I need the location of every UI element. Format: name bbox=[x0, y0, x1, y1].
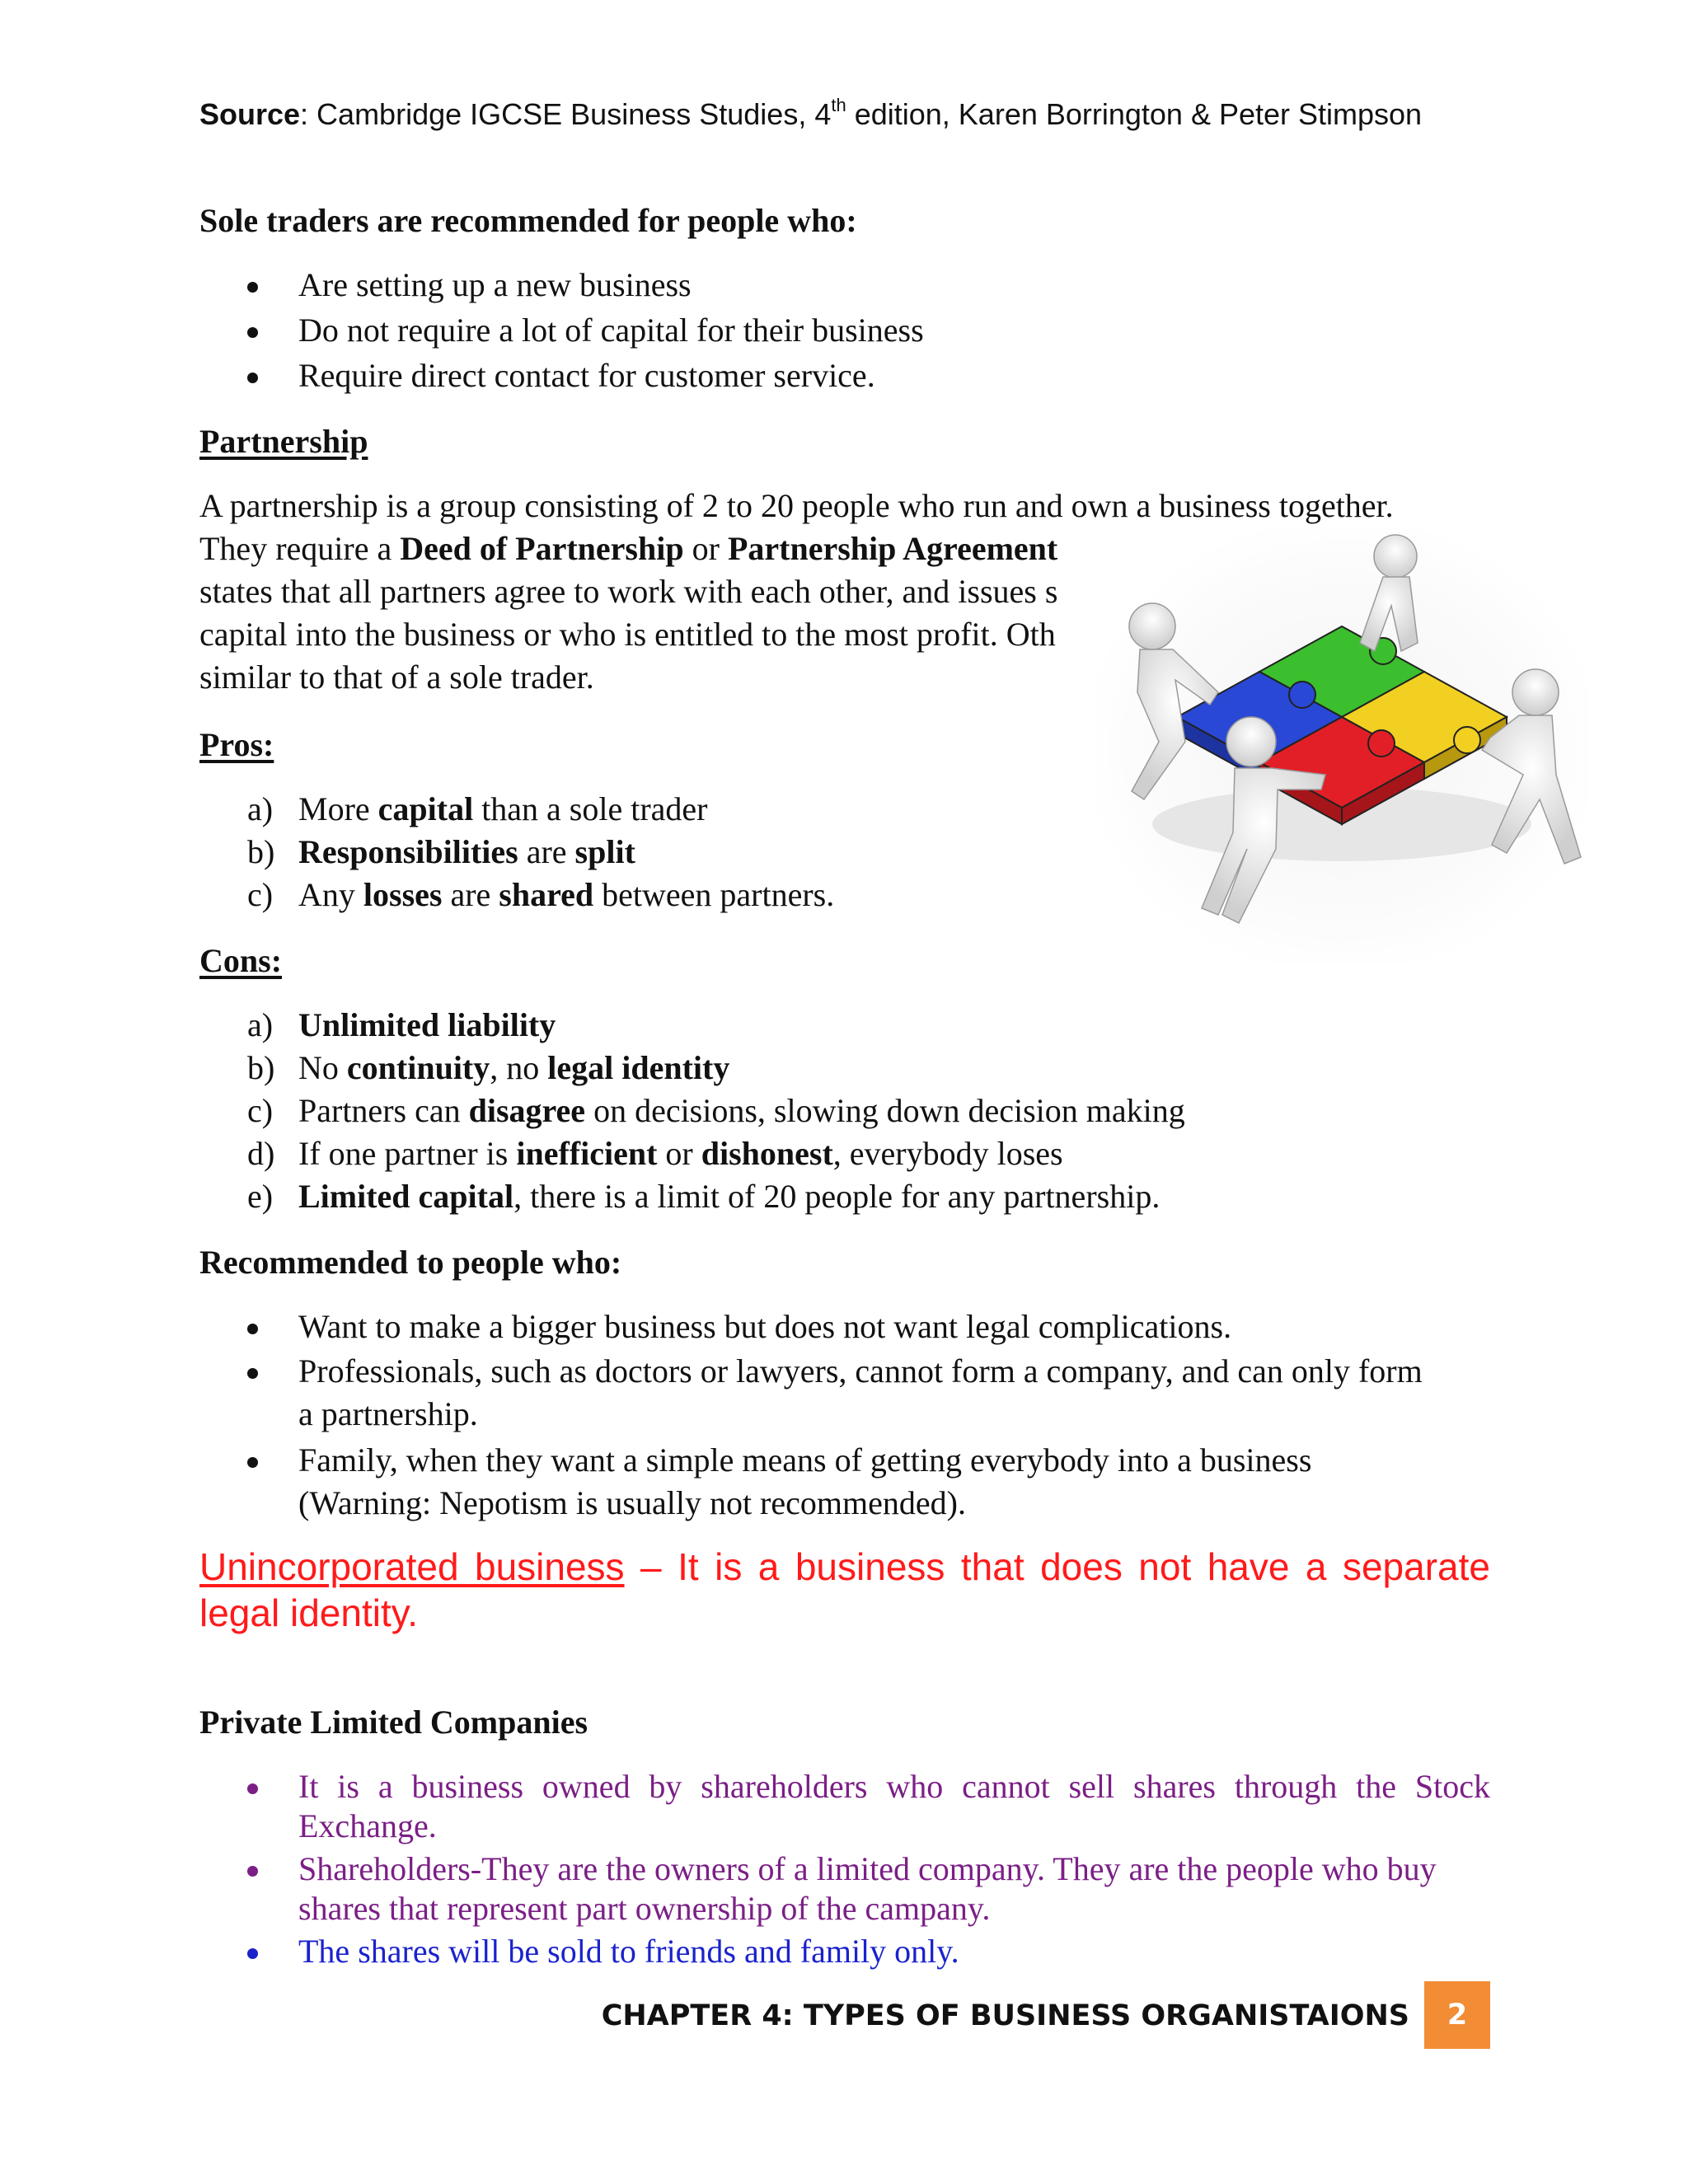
list-item: Want to make a bigger business but does not want legal complications. bbox=[298, 1308, 1232, 1345]
bullet-icon bbox=[247, 373, 258, 383]
bullet-icon bbox=[247, 1948, 258, 1959]
puzzle-icon bbox=[1095, 527, 1589, 964]
list-item-continuation: Exchange. bbox=[298, 1807, 437, 1844]
list-item: The shares will be sold to friends and family only. bbox=[298, 1933, 959, 1970]
list-marker: a) bbox=[247, 1006, 274, 1043]
list-item: Require direct contact for customer service. bbox=[298, 357, 875, 394]
list-item: Partners can disagree on decisions, slowing down decision making bbox=[298, 1092, 1185, 1129]
list-item: Family, when they want a simple means of getting everybody into a business bbox=[298, 1441, 1312, 1479]
pros-heading: Pros: bbox=[199, 726, 274, 763]
cons-heading: Cons: bbox=[199, 942, 283, 979]
list-marker: c) bbox=[247, 876, 274, 913]
partnership-paragraph-line: capital into the business or who is entitled to the most profit. Oth bbox=[199, 616, 1056, 653]
bullet-icon bbox=[247, 327, 258, 338]
unincorporated-definition-line2: legal identity. bbox=[199, 1591, 419, 1634]
partnership-paragraph-line: states that all partners agree to work with each other, and issues s bbox=[199, 573, 1058, 610]
list-item: Any losses are shared between partners. bbox=[298, 876, 835, 913]
bullet-icon bbox=[247, 1368, 258, 1379]
source-citation: Source: Cambridge IGCSE Business Studies, 4th edition, Karen Borrington & Peter Stimpson bbox=[199, 95, 1423, 131]
bullet-icon bbox=[247, 1783, 258, 1794]
chapter-footer: CHAPTER 4: TYPES OF BUSINESS ORGANISTAIONS bbox=[601, 1999, 1409, 2032]
list-marker: b) bbox=[247, 1049, 275, 1086]
list-item: More capital than a sole trader bbox=[298, 790, 708, 827]
unincorporated-definition: Unincorporated business – It is a business that does not have a separate bbox=[199, 1545, 1490, 1588]
bullet-icon bbox=[247, 1866, 258, 1877]
sole-traders-heading: Sole traders are recommended for people who: bbox=[199, 202, 857, 239]
list-item: Are setting up a new business bbox=[298, 266, 692, 303]
list-item: Unlimited liability bbox=[298, 1006, 556, 1043]
partnership-paragraph-line: They require a Deed of Partnership or Partnership Agreement bbox=[199, 530, 1058, 567]
list-item: Shareholders-They are the owners of a limited company. They are the people who buy bbox=[298, 1850, 1437, 1887]
bullet-icon bbox=[247, 282, 258, 293]
private-limited-heading: Private Limited Companies bbox=[199, 1704, 588, 1741]
list-item: No continuity, no legal identity bbox=[298, 1049, 730, 1086]
partnership-paragraph-line: A partnership is a group consisting of 2 to 20 people who run and own a business together. bbox=[199, 487, 1394, 524]
list-marker: b) bbox=[247, 833, 275, 870]
list-marker: c) bbox=[247, 1092, 274, 1129]
partnership-paragraph-line: similar to that of a sole trader. bbox=[199, 658, 594, 696]
bullet-icon bbox=[247, 1324, 258, 1334]
list-marker: a) bbox=[247, 790, 274, 827]
list-item-continuation: shares that represent part ownership of the campany. bbox=[298, 1890, 991, 1927]
list-item-continuation: a partnership. bbox=[298, 1395, 478, 1432]
recommended-heading: Recommended to people who: bbox=[199, 1244, 622, 1281]
list-item: Responsibilities are split bbox=[298, 833, 635, 870]
list-item: Do not require a lot of capital for their business bbox=[298, 312, 924, 349]
list-item: Professionals, such as doctors or lawyers, cannot form a company, and can only form bbox=[298, 1352, 1423, 1390]
puzzle-teamwork-illustration bbox=[1095, 527, 1589, 964]
list-item: Limited capital, there is a limit of 20 people for any partnership. bbox=[298, 1178, 1160, 1215]
partnership-heading: Partnership bbox=[199, 423, 368, 460]
list-item: If one partner is inefficient or dishonest, everybody loses bbox=[298, 1135, 1063, 1172]
list-item-continuation: (Warning: Nepotism is usually not recommended). bbox=[298, 1484, 966, 1521]
bullet-icon bbox=[247, 1457, 258, 1468]
page-number: 2 bbox=[1424, 1981, 1490, 2049]
list-marker: d) bbox=[247, 1135, 275, 1172]
list-marker: e) bbox=[247, 1178, 274, 1215]
list-item: It is a business owned by shareholders who cannot sell shares through the Stock bbox=[298, 1768, 1490, 1805]
